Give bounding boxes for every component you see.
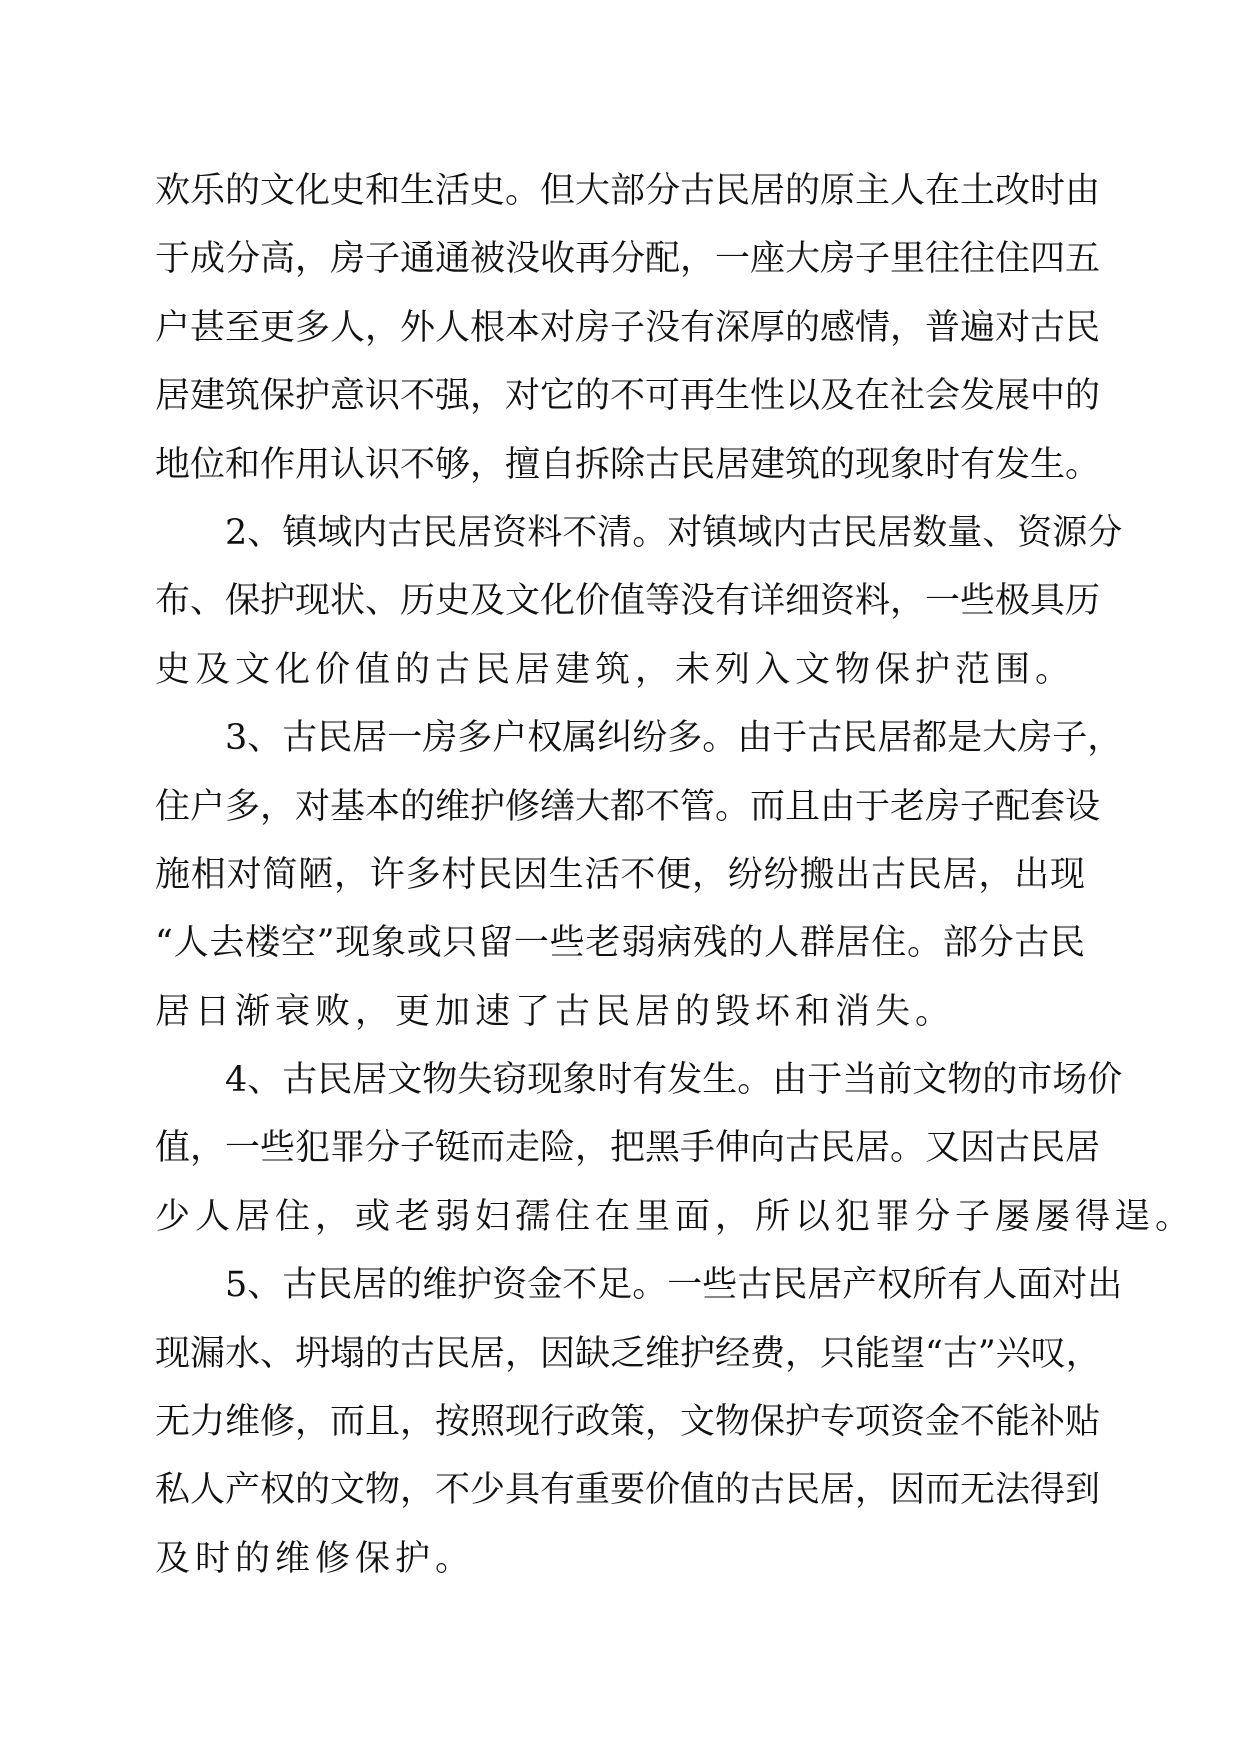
text-line: 地位和作用认识不够，擅自拆除古民居建筑的现象时有发生。	[155, 444, 1101, 485]
body-text	[155, 157, 1196, 1593]
paragraph-4-first-line: 4、古民居文物失窃现象时有发生。由于当前文物的市场价	[225, 1060, 1123, 1101]
text-line: 居建筑保护意识不强，对它的不可再生性以及在社会发展中的	[155, 376, 1101, 417]
text-line: 欢乐的文化史和生活史。但大部分古民居的原主人在土改时由	[155, 171, 1101, 211]
text-line: 施相对简陋，许多村民因生活不便，纷纷搬出古民居，出现	[155, 854, 1085, 895]
text-line: 值，一些犯罪分子铤而走险，把黑手伸向古民居。又因古民居	[155, 1128, 1101, 1169]
text-line: 布、保护现状、历史及文化价值等没有详细资料，一些极具历	[155, 581, 1101, 622]
text-line: 于成分高，房子通通被没收再分配，一座大房子里往往住四五	[155, 239, 1101, 280]
text-line: 史及文化价值的古民居建筑，未列入文物保护范围。	[155, 649, 1076, 690]
text-line: 居日渐衰败，更加速了古民居的毁坏和消失。	[155, 991, 956, 1032]
paragraph-5-first-line: 5、古民居的维护资金不足。一些古民居产权所有人面对出	[225, 1265, 1123, 1306]
paragraph-2-first-line: 2、镇域内古民居资料不清。对镇域内古民居数量、资源分	[225, 512, 1123, 553]
text-line: 住户多，对基本的维护修缮大都不管。而且由于老房子配套设	[155, 786, 1101, 827]
text-line: 私人产权的文物，不少具有重要价值的古民居，因而无法得到	[155, 1470, 1101, 1511]
text-line: “人去楼空”现象或只留一些老弱病残的人群居住。部分古民	[155, 923, 1085, 964]
paragraph-3-first-line: 3、古民居一房多户权属纠纷多。由于古民居都是大房子，	[225, 718, 1123, 759]
text-line: 少人居住，或老弱妇孺住在里面，所以犯罪分子屡屡得逞。	[155, 1196, 1196, 1237]
text-line: 及时的维修保护。	[155, 1538, 476, 1579]
text-line: 户甚至更多人，外人根本对房子没有深厚的感情，普遍对古民	[155, 307, 1101, 348]
text-line: 现漏水、坍塌的古民居，因缺乏维护经费，只能望“古”兴叹，	[155, 1333, 1101, 1374]
text-line: 无力维修，而且，按照现行政策，文物保护专项资金不能补贴	[155, 1402, 1101, 1443]
